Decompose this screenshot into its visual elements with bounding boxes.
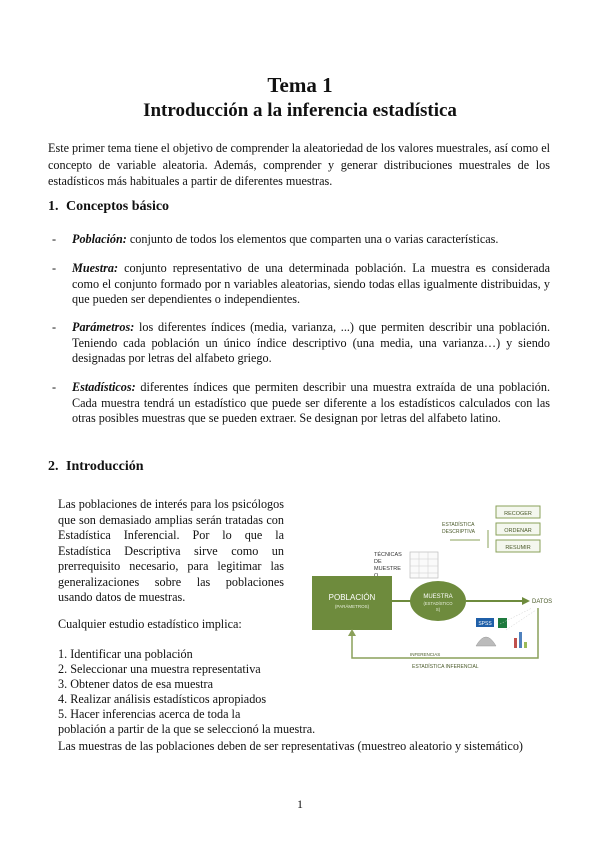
section-2-title: Introducción — [66, 459, 144, 474]
page-number: 1 — [297, 797, 303, 811]
section-2-paragraph: Las poblaciones de interés para los psicólogos que son demasiado amplias serán tratadas con Estadística Inferencial. Por lo que la Estadística Descriptiva sirve como un prerrequisito necesario, para legitimar las generalizaciones sobre las poblaciones usando datos de muestras. — [58, 497, 284, 604]
desc-label-1: ESTADÍSTICA — [442, 522, 475, 528]
inferencial-label: ESTADÍSTICA INFERENCIAL — [412, 664, 479, 670]
bar-icon — [514, 638, 517, 648]
intro-paragraph: Este primer tema tiene el objetivo de comprender la aleatoriedad de los valores muestrales, así como el concepto de variable aleatoria. Además, comprender y generar distribuciones muestrales de los estadísticos más habituales a partir de diferentes muestras. — [48, 141, 550, 188]
muestra-label: MUESTRA — [423, 594, 453, 600]
box-recoger-label: RECOGER — [504, 511, 532, 517]
bullet-dash: - — [52, 232, 57, 246]
definition-term: Muestra: — [72, 261, 119, 275]
poblacion-box — [312, 576, 392, 630]
definition-text: los diferentes índices (media, varianza, ...) que permiten describir una población. Teniendo cada población un único índice descriptivo (una media, una varianza…) y siendo designadas por letras del alfabeto griego. — [72, 320, 550, 365]
step-item: 2. Seleccionar una muestra representativa — [58, 662, 261, 676]
datos-label: DATOS — [532, 599, 553, 605]
step-item: 3. Obtener datos de esa muestra — [58, 677, 213, 691]
bar-icon — [519, 632, 522, 648]
definition-item — [52, 380, 550, 427]
definition-item — [52, 261, 550, 308]
tecnicas-label-3: MUESTRE — [374, 566, 401, 572]
desc-label-2: DESCRIPTIVA — [442, 529, 475, 535]
tecnicas-label-1: TÉCNICAS — [374, 552, 402, 558]
excel-icon — [498, 618, 507, 628]
step-item-continuation: población a partir de la que se seleccionó la muestra. — [58, 722, 316, 736]
section-2-heading — [48, 459, 144, 475]
bullet-dash: - — [52, 320, 57, 334]
definition-text: diferentes índices que permiten describir una muestra extraída de una población. Cada muestra tendrá un estadístico que puede ser diferente a los estadísticos calculados con las otras posibles muestras que se pueden extraer. Se designan por letras del alfabeto latino. — [72, 380, 550, 425]
section-1-title: Conceptos básico — [66, 199, 170, 214]
spss-label: SPSS — [478, 621, 492, 627]
box-resumir-label: RESUMIR — [505, 545, 531, 551]
section-1-heading — [48, 199, 169, 215]
bar-icon — [524, 642, 527, 648]
section-2-number: 2. — [48, 459, 59, 474]
poblacion-sub-label: (PARÁMETROS) — [334, 604, 370, 609]
definition-term: Estadísticos: — [72, 380, 136, 394]
steps-lead: Cualquier estudio estadístico implica: — [58, 617, 242, 631]
sample-table-icon — [410, 552, 438, 578]
definition-item — [52, 232, 550, 248]
inference-diagram — [300, 496, 555, 681]
bullet-dash: - — [52, 261, 57, 275]
inferencias-label: INFERENCIAS — [410, 652, 441, 657]
definition-term: Población: — [72, 232, 127, 246]
definition-text: conjunto representativo de una determinada población. La muestra es considerada como el conjunto formado por n variables aleatorias, siendo todas ellas igualmente distribuidas, y que pueden ser dependientes o independientes. — [72, 261, 550, 306]
descriptive-arc — [442, 521, 488, 548]
distribution-icon — [476, 637, 496, 646]
closing-paragraph: Las muestras de las poblaciones deben de ser representativas (muestreo aleatorio y sistemático) — [58, 739, 523, 753]
definition-term: Parámetros: — [72, 320, 135, 334]
section-1-number: 1. — [48, 199, 59, 214]
poblacion-label: POBLACIÓN — [328, 593, 376, 602]
definition-text: conjunto de todos los elementos que comparten una o varias características. — [126, 232, 499, 246]
box-ordenar-label: ORDENAR — [504, 528, 532, 534]
tecnicas-label-2: DE — [374, 559, 382, 565]
page-subtitle: Introducción a la inferencia estadística — [143, 100, 457, 121]
page-title: Tema 1 — [267, 73, 333, 97]
step-item: 1. Identificar una población — [58, 647, 193, 661]
bullet-dash: - — [52, 380, 57, 394]
step-item: 5. Hacer inferencias acerca de toda la — [58, 707, 241, 721]
step-item: 4. Realizar análisis estadísticos apropiados — [58, 692, 267, 706]
definition-item — [52, 320, 550, 367]
muestra-sub-label-2: S) — [435, 607, 441, 612]
muestra-sub-label-1: (ESTADÍSTICO — [423, 601, 453, 606]
